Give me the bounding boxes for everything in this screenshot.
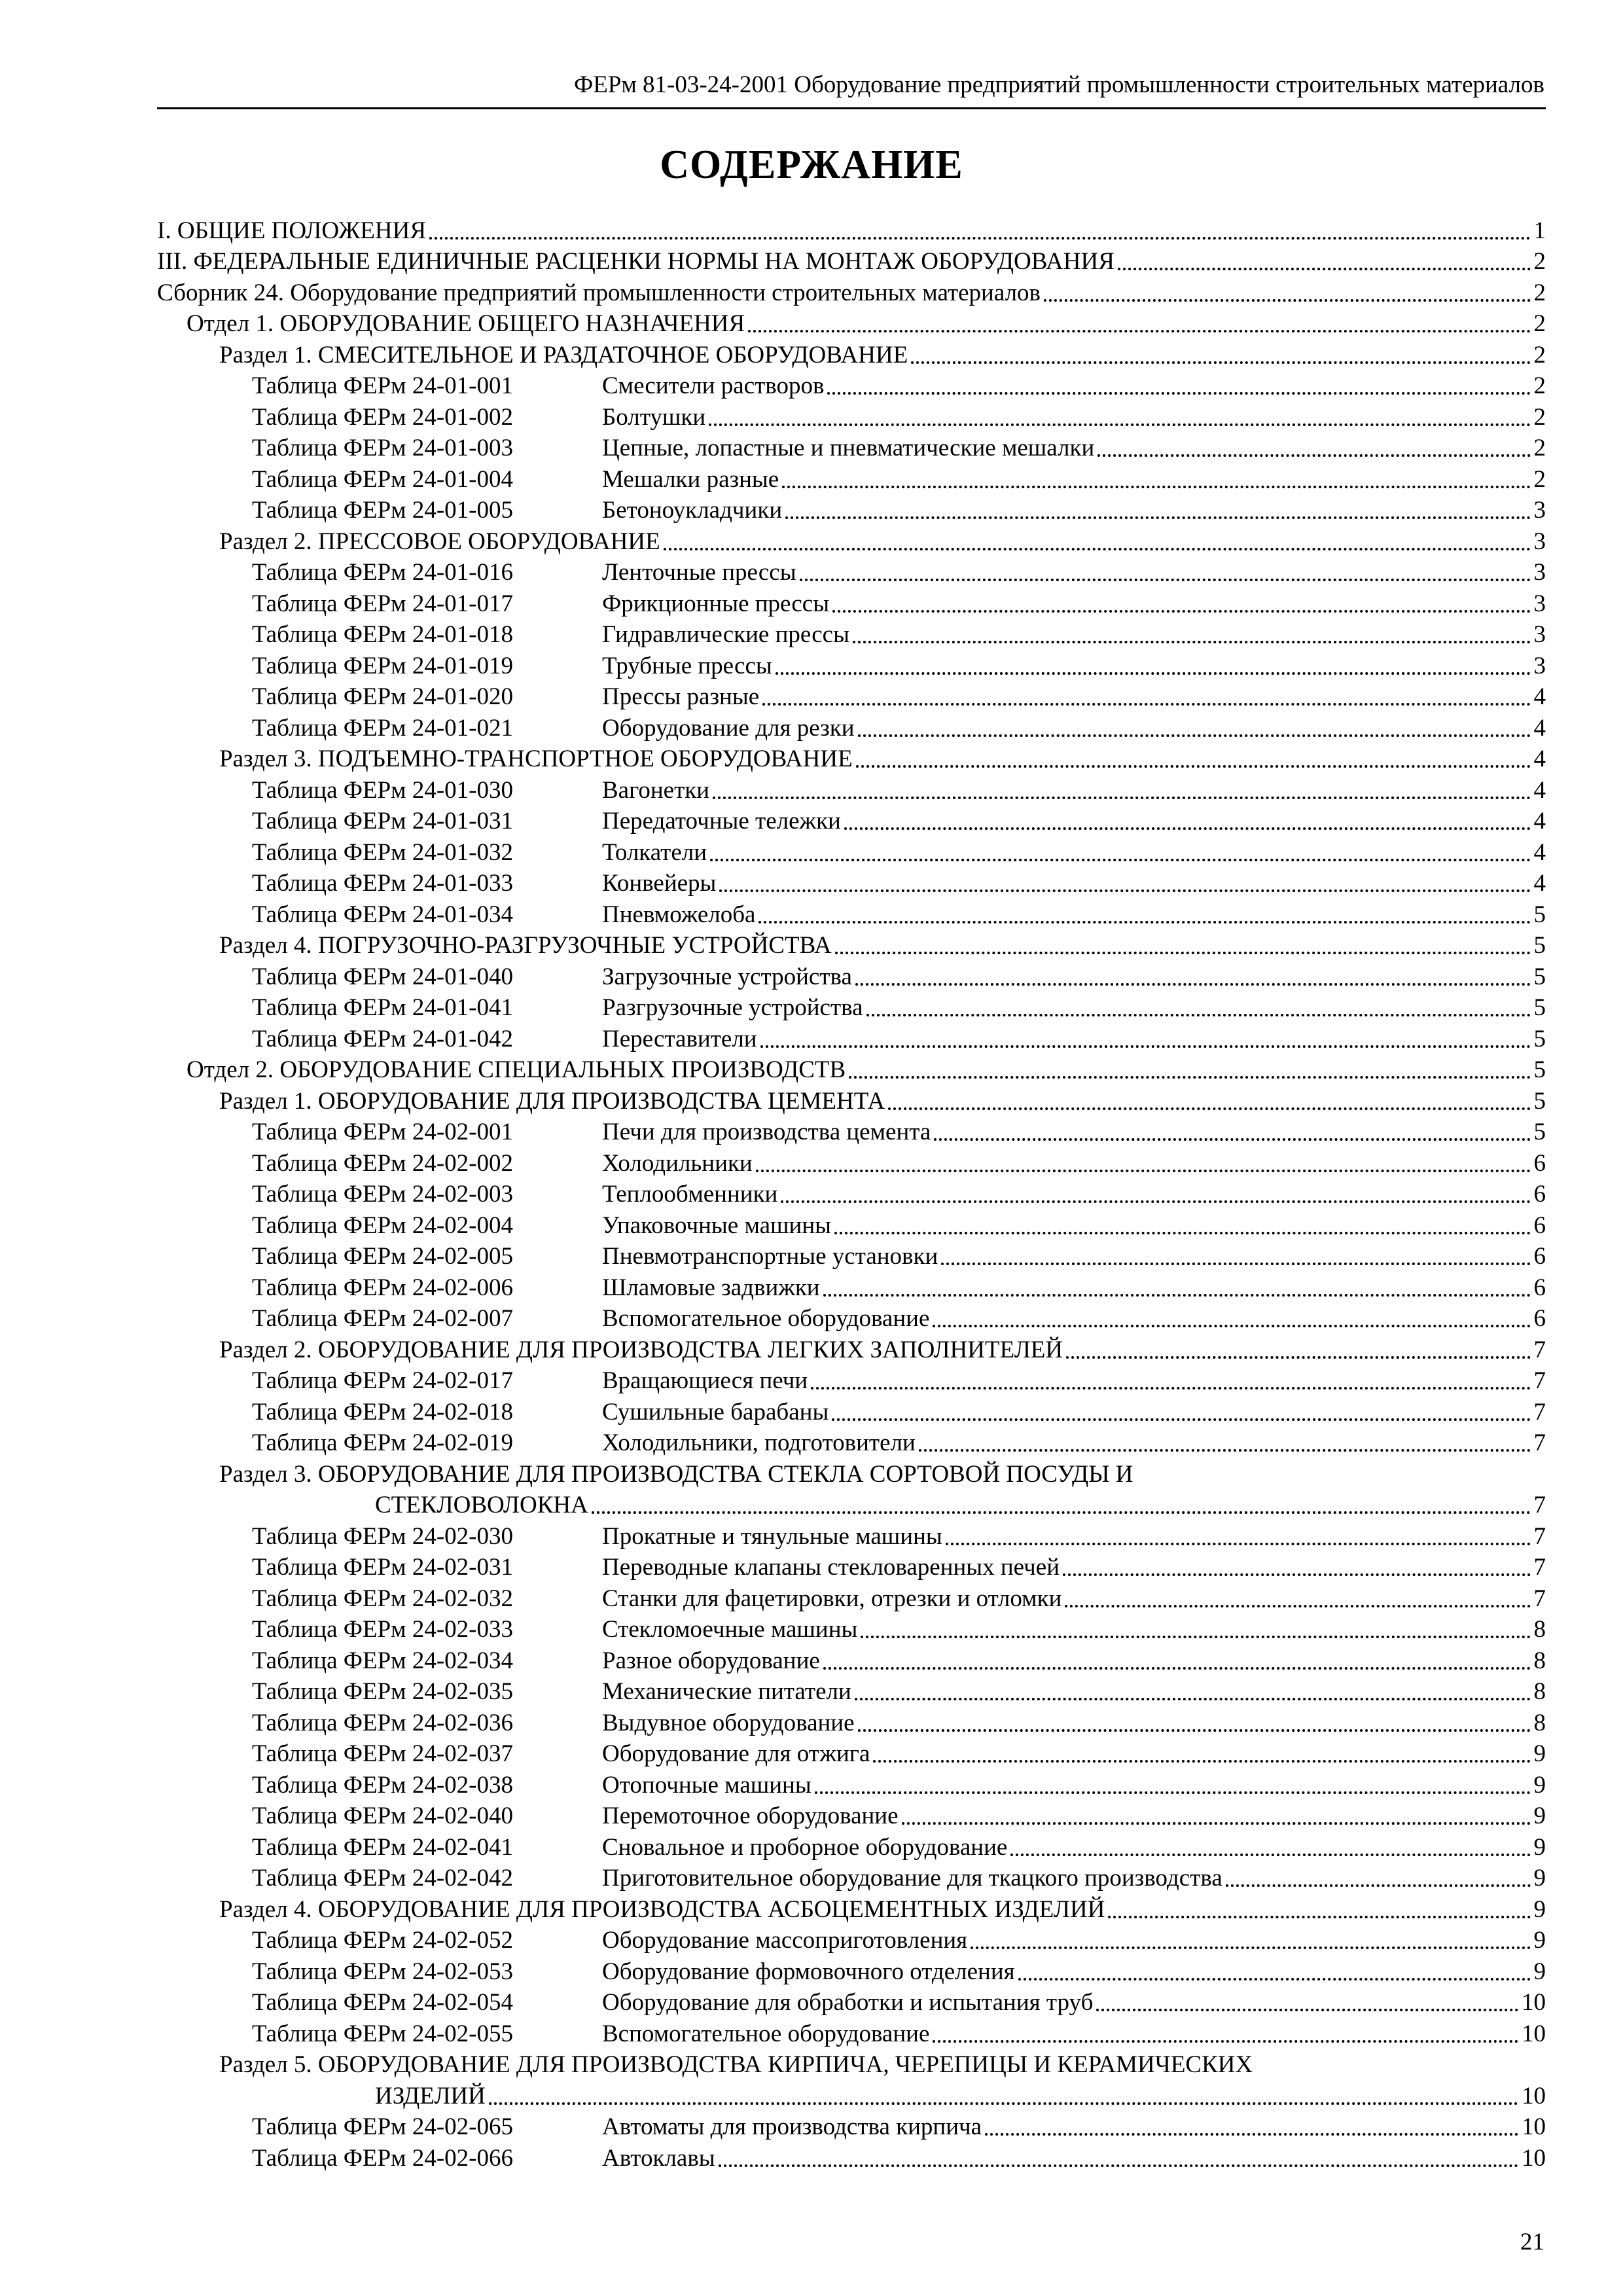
toc-entry-page: 7 [1533,1585,1546,1612]
toc-entry-code: Таблица ФЕРм 24-02-031 [252,1554,513,1581]
toc-entry-code: Таблица ФЕРм 24-02-033 [252,1616,513,1643]
toc-entry[interactable] [252,1738,1546,1770]
toc-entry-code: Таблица ФЕРм 24-01-005 [252,497,513,524]
toc-entry[interactable] [252,1210,1546,1241]
toc-entry-page: 4 [1533,808,1546,834]
toc-entry-title: Выдувное оборудование [602,1709,855,1736]
dot-leader [1063,1573,1530,1576]
toc-entry-page: 3 [1533,621,1546,648]
dot-leader [1044,299,1530,302]
toc-entry-title: Передаточные тележки [602,808,841,834]
toc-entry[interactable] [252,2142,1546,2174]
dot-leader [827,392,1530,395]
toc-entry-code: Таблица ФЕРм 24-02-037 [252,1740,513,1767]
toc-entry-code: Таблица ФЕРм 24-02-030 [252,1522,513,1550]
toc-entry-page: 5 [1533,994,1546,1021]
dot-leader [888,1107,1530,1110]
toc-entry[interactable] [252,806,1546,837]
toc-entry[interactable] [252,1645,1546,1676]
dot-leader [934,1138,1530,1141]
dot-leader [782,486,1530,488]
toc-entry-page: 5 [1533,1087,1546,1115]
dot-leader [489,2102,1518,2105]
toc-entry-code: Таблица ФЕРм 24-01-041 [252,994,513,1021]
toc-entry-title: Бетоноукладчики [602,497,783,524]
toc-entry-title: Вагонетки [602,776,710,804]
toc-entry-title: Раздел 3. ОБОРУДОВАНИЕ ДЛЯ ПРОИЗВОДСТВА СТЕКЛА СОРТОВОЙ ПОСУДЫ И [219,1460,1133,1488]
toc-entry-title: Шламовые задвижки [602,1274,820,1301]
toc-entry[interactable] [252,1520,1546,1552]
toc-entry-title: Переводные клапаны стекловаренных печей [602,1554,1060,1581]
toc-entry-page: 7 [1533,1367,1546,1394]
toc-entry-code: Таблица ФЕРм 24-01-019 [252,652,513,679]
toc-entry[interactable] [252,1147,1546,1179]
toc-entry-title: Цепные, лопастные и пневматические мешалки [602,435,1095,461]
toc-entry-code: Таблица ФЕРм 24-01-016 [252,559,513,586]
toc-entry-title: ИЗДЕЛИЙ [375,2082,486,2109]
dot-leader [1108,1916,1530,1918]
toc-entry-code: Таблица ФЕРм 24-02-032 [252,1585,513,1612]
toc-entry-page: 9 [1533,1771,1546,1799]
toc-entry-title: Раздел 4. ПОГРУЗОЧНО-РАЗГРУЗОЧНЫЕ УСТРОЙСТВА [219,932,832,959]
toc-entry[interactable] [252,433,1546,464]
toc-entry-title: Сновальное и проборное оборудование [602,1833,1008,1861]
toc-entry-code: Таблица ФЕРм 24-02-002 [252,1149,513,1177]
toc-entry[interactable] [157,246,1546,278]
toc-entry-code: Таблица ФЕРм 24-02-003 [252,1181,513,1208]
toc-entry[interactable] [219,1458,1546,1490]
dot-leader [811,1387,1530,1390]
dot-leader [832,610,1530,613]
toc-entry-page: 7 [1533,1492,1546,1518]
toc-entry[interactable] [252,1396,1546,1427]
dot-leader [855,983,1531,986]
toc-entry-title: Вращающиеся печи [602,1367,808,1394]
dot-leader [823,1667,1531,1670]
toc-entry-code: Таблица ФЕРм 24-01-032 [252,838,513,866]
toc-entry-title: Пневможелоба [602,901,756,928]
toc-entry[interactable] [219,339,1546,370]
toc-entry-page: 2 [1533,248,1546,275]
toc-entry-page: 2 [1533,435,1546,461]
toc-entry-title: Фрикционные прессы [602,590,830,617]
toc-entry-title: Прессы разные [602,683,760,710]
toc-entry-title: Оборудование массоприготовления [602,1927,968,1954]
toc-entry-code: Таблица ФЕРм 24-01-034 [252,901,513,928]
toc-entry-code: Таблица ФЕРм 24-02-040 [252,1803,513,1829]
toc-entry[interactable] [252,1987,1546,2018]
toc-entry-title: СТЕКЛОВОЛОКНА [375,1492,588,1518]
dot-leader [911,361,1530,364]
toc-entry-page: 10 [1522,2113,1546,2140]
toc-entry-page: 9 [1533,1865,1546,1892]
toc-entry-title: Оборудование для отжига [602,1740,870,1767]
toc-entry-code: Таблица ФЕРм 24-02-038 [252,1771,513,1799]
toc-entry-page: 3 [1533,652,1546,679]
toc-entry-title: Холодильники [602,1149,753,1177]
toc-entry-page: 4 [1533,776,1546,804]
toc-entry[interactable] [157,215,1546,246]
dot-leader [823,1294,1531,1297]
dot-leader [710,859,1530,861]
toc-entry[interactable] [252,1676,1546,1708]
dot-leader [971,1946,1530,1949]
toc-entry[interactable] [219,1334,1546,1365]
toc-entry[interactable] [252,2111,1546,2143]
dot-leader [985,2133,1518,2136]
toc-entry-code: Таблица ФЕРм 24-02-005 [252,1243,513,1270]
toc-entry[interactable] [252,650,1546,681]
toc-entry-title: Стекломоечные машины [602,1616,858,1643]
dot-leader [933,1325,1530,1327]
toc-entry[interactable] [252,370,1546,402]
toc-entry[interactable] [252,1179,1546,1210]
dot-leader [762,703,1530,706]
toc-entry-title: Загрузочные устройства [602,963,852,990]
toc-entry-code: Таблица ФЕРм 24-02-004 [252,1211,513,1239]
toc-entry-code: Таблица ФЕРм 24-01-003 [252,435,513,461]
toc-entry-title: Станки для фацетировки, отрезки и отломки [602,1585,1062,1612]
toc-entry-page: 9 [1533,1833,1546,1861]
toc-entry-title: Оборудование формовочного отделения [602,1958,1015,1985]
toc-entry-page: 6 [1533,1211,1546,1239]
toc-entry-code: Таблица ФЕРм 24-01-018 [252,621,513,648]
toc-entry-title: Гидравлические прессы [602,621,849,648]
toc-entry-page: 2 [1533,465,1546,493]
running-header: ФЕРм 81-03-24-2001 Оборудование предприятий промышленности строительных материалов [573,71,1544,98]
toc-entry-page: 5 [1533,901,1546,928]
toc-entry-page: 10 [1522,2082,1546,2109]
toc-entry[interactable] [252,1583,1546,1614]
dot-leader [866,1014,1531,1016]
toc-entry-code: Таблица ФЕРм 24-01-033 [252,870,513,897]
toc-entry[interactable] [252,961,1546,992]
toc-entry-page: 3 [1533,559,1546,586]
toc-entry-page: 9 [1533,1927,1546,1954]
dot-leader [832,1418,1530,1421]
toc-entry[interactable] [252,2018,1546,2049]
toc-entry-title: Раздел 4. ОБОРУДОВАНИЕ ДЛЯ ПРОИЗВОДСТВА АСБОЦЕМЕНТНЫХ ИЗДЕЛИЙ [219,1895,1105,1923]
toc-entry[interactable] [252,1023,1546,1054]
toc-entry[interactable] [252,401,1546,433]
toc-entry-page: 9 [1533,1958,1546,1985]
dot-leader [709,423,1530,426]
toc-entry-code: Таблица ФЕРм 24-01-031 [252,808,513,834]
dot-leader [919,1449,1531,1452]
toc-entry-page: 2 [1533,279,1546,306]
toc-entry[interactable] [252,836,1546,868]
toc-entry-code: Таблица ФЕРм 24-01-021 [252,714,513,742]
toc-entry-code: Таблица ФЕРм 24-02-042 [252,1865,513,1892]
toc-entry-page: 7 [1533,1429,1546,1456]
dot-leader [719,2164,1518,2167]
dot-leader [834,1232,1530,1234]
toc-entry-page: 5 [1533,1119,1546,1145]
toc-entry-page: 9 [1533,1740,1546,1767]
toc-entry-page: 5 [1533,932,1546,959]
toc-entry[interactable] [375,2080,1546,2111]
toc-entry-code: Таблица ФЕРм 24-01-001 [252,372,513,399]
toc-entry-title: Вспомогательное оборудование [602,2020,930,2047]
dot-leader [941,1263,1530,1265]
toc-entry[interactable] [219,1893,1546,1925]
toc-entry-code: Таблица ФЕРм 24-01-002 [252,403,513,431]
toc-entry-code: Таблица ФЕРм 24-01-004 [252,465,513,493]
toc-entry-title: Мешалки разные [602,465,779,493]
toc-entry[interactable] [252,1863,1546,1894]
toc-entry[interactable] [252,1801,1546,1832]
toc-entry-code: Таблица ФЕРм 24-02-036 [252,1709,513,1736]
toc-entry-title: Отдел 2. ОБОРУДОВАНИЕ СПЕЦИАЛЬНЫХ ПРОИЗВОДСТВ [187,1056,846,1083]
toc-entry-page: 4 [1533,714,1546,742]
dot-leader [856,765,1531,768]
toc-entry-title: Сушильные барабаны [602,1398,829,1426]
toc-entry-page: 2 [1533,341,1546,368]
toc-entry-page: 6 [1533,1243,1546,1270]
dot-leader [429,237,1530,240]
toc-entry-page: 4 [1533,838,1546,866]
toc-entry[interactable] [252,774,1546,806]
toc-entry-page: 2 [1533,310,1546,337]
toc-entry[interactable] [252,1117,1546,1148]
toc-entry-title: Ленточные прессы [602,559,796,586]
toc-entry-page: 5 [1533,1056,1546,1083]
dot-leader [1065,1605,1530,1607]
toc-entry-code: Таблица ФЕРм 24-01-040 [252,963,513,990]
toc-entry-page: 6 [1533,1305,1546,1332]
toc-entry-page: 2 [1533,403,1546,431]
toc-entry-page: 7 [1533,1554,1546,1581]
dot-leader [713,797,1530,799]
toc-entry[interactable] [157,277,1546,308]
dot-leader [844,827,1531,830]
toc-entry-title: Упаковочные машины [602,1211,832,1239]
toc-entry-title: Переставители [602,1025,757,1052]
toc-entry-title: Раздел 1. СМЕСИТЕЛЬНОЕ И РАЗДАТОЧНОЕ ОБОРУДОВАНИЕ [219,341,908,368]
toc-entry-title: Разное оборудование [602,1647,820,1674]
toc-entry-page: 5 [1533,963,1546,990]
toc-entry-page: 10 [1522,2020,1546,2047]
toc-entry-code: Таблица ФЕРм 24-02-055 [252,2020,513,2047]
dot-leader [855,1698,1531,1700]
toc-entry[interactable] [252,588,1546,619]
toc-entry-code: Таблица ФЕРм 24-02-053 [252,1958,513,1985]
toc-entry-title: Сборник 24. Оборудование предприятий промышленности строительных материалов [157,279,1041,306]
toc-entry[interactable] [187,308,1546,340]
toc-entry-page: 1 [1533,217,1546,244]
toc-entry-title: Холодильники, подготовители [602,1429,916,1456]
toc-entry[interactable] [252,868,1546,899]
toc-entry-title: Приготовительное оборудование для ткацкого производства [602,1865,1222,1892]
toc-entry-code: Таблица ФЕРм 24-01-030 [252,776,513,804]
dot-leader [873,1760,1530,1763]
toc-entry-code: Таблица ФЕРм 24-02-065 [252,2113,513,2140]
toc-entry[interactable] [252,1241,1546,1272]
toc-entry-page: 4 [1533,870,1546,897]
toc-entry[interactable] [219,526,1546,557]
toc-entry-code: Таблица ФЕРм 24-02-019 [252,1429,513,1456]
toc-entry-title: Оборудование для резки [602,714,855,742]
toc-entry-title: Механические питатели [602,1678,851,1705]
toc-entry-title: Раздел 2. ПРЕССОВОЕ ОБОРУДОВАНИЕ [219,528,660,555]
toc-entry-code: Таблица ФЕРм 24-02-035 [252,1678,513,1705]
toc-entry[interactable] [219,2049,1546,2081]
toc-entry-title: Толкатели [602,838,707,866]
toc-entry-code: Таблица ФЕРм 24-01-042 [252,1025,513,1052]
toc-entry-code: Таблица ФЕРм 24-02-001 [252,1119,513,1145]
toc-entry-title: Автоматы для производства кирпича [602,2113,982,2140]
toc-entry[interactable] [219,1085,1546,1117]
toc-entry-title: Перемоточное оборудование [602,1803,899,1829]
dot-leader [1226,1884,1531,1887]
toc-entry-title: Пневмотранспортные установки [602,1243,938,1270]
dot-leader [1066,1356,1530,1359]
toc-entry[interactable] [252,1272,1546,1303]
dot-leader [1018,1978,1531,1981]
toc-entry-page: 8 [1533,1616,1546,1643]
toc-entry[interactable] [252,1427,1546,1459]
toc-entry-title: Автоклавы [602,2144,715,2172]
toc-entry-page: 3 [1533,497,1546,524]
toc-entry[interactable] [252,1707,1546,1738]
toc-entry-page: 5 [1533,1025,1546,1052]
dot-leader [858,1729,1531,1732]
toc-entry-page: 10 [1522,2144,1546,2172]
dot-leader [592,1511,1531,1514]
toc-entry-title: Отдел 1. ОБОРУДОВАНИЕ ОБЩЕГО НАЗНАЧЕНИЯ [187,310,745,337]
dot-leader [946,1543,1531,1545]
toc-entry-title: III. ФЕДЕРАЛЬНЫЕ ЕДИНИЧНЫЕ РАСЦЕНКИ НОРМЫ НА МОНТАЖ ОБОРУДОВАНИЯ [157,248,1115,275]
toc-entry-title: Раздел 5. ОБОРУДОВАНИЕ ДЛЯ ПРОИЗВОДСТВА КИРПИЧА, ЧЕРЕПИЦЫ И КЕРАМИЧЕСКИХ [219,2051,1253,2078]
dot-leader [853,641,1531,643]
dot-leader [776,672,1531,675]
toc-entry-page: 10 [1522,1989,1546,2016]
toc-entry-title: Оборудование для обработки и испытания труб [602,1989,1094,2016]
toc-entry-page: 8 [1533,1647,1546,1674]
toc-entry-page: 3 [1533,528,1546,555]
toc-entry[interactable] [252,1552,1546,1583]
dot-leader [858,734,1531,737]
toc-entry[interactable] [219,744,1546,775]
dot-leader [815,1791,1531,1794]
toc-entry[interactable] [252,1925,1546,1956]
dot-leader [1096,2009,1518,2011]
dot-leader [756,1170,1531,1172]
toc-entry-title: Смесители растворов [602,372,825,399]
toc-entry-code: Таблица ФЕРм 24-02-006 [252,1274,513,1301]
dot-leader [664,548,1531,550]
dot-leader [1118,268,1531,270]
toc-entry-code: Таблица ФЕРм 24-02-017 [252,1367,513,1394]
toc-entry-code: Таблица ФЕРм 24-02-041 [252,1833,513,1861]
toc-entry[interactable] [252,619,1546,651]
toc-entry-title: Печи для производства цемента [602,1119,931,1145]
dot-leader [902,1822,1531,1825]
toc-entry-page: 8 [1533,1709,1546,1736]
toc-entry-code: Таблица ФЕРм 24-02-066 [252,2144,513,2172]
dot-leader [1097,454,1530,457]
toc-entry-code: Таблица ФЕРм 24-01-020 [252,683,513,710]
toc-entry-page: 8 [1533,1678,1546,1705]
toc-entry-code: Таблица ФЕРм 24-02-054 [252,1989,513,2016]
toc-entry-page: 9 [1533,1895,1546,1923]
toc-entry-page: 4 [1533,683,1546,710]
toc-entry-title: Раздел 2. ОБОРУДОВАНИЕ ДЛЯ ПРОИЗВОДСТВА ЛЕГКИХ ЗАПОЛНИТЕЛЕЙ [219,1336,1063,1363]
toc-entry[interactable] [252,1614,1546,1645]
toc-entry-title: Болтушки [602,403,706,431]
toc-entry-page: 2 [1533,372,1546,399]
toc-entry-title: Трубные прессы [602,652,772,679]
page-number: 21 [1520,2229,1544,2255]
toc-entry[interactable] [252,1303,1546,1335]
toc-entry-page: 6 [1533,1181,1546,1208]
toc-entry-page: 7 [1533,1336,1546,1363]
toc-entry[interactable] [252,1831,1546,1863]
toc-entry[interactable] [252,495,1546,526]
toc-entry-title: Теплообменники [602,1181,778,1208]
toc-entry-page: 7 [1533,1398,1546,1426]
toc-entry[interactable] [252,992,1546,1024]
toc-entry-page: 9 [1533,1803,1546,1829]
toc-entry-page: 4 [1533,745,1546,772]
toc-entry[interactable] [252,463,1546,495]
toc-entry[interactable] [219,930,1546,961]
toc-entry-title: Раздел 3. ПОДЪЕМНО-ТРАНСПОРТНОЕ ОБОРУДОВАНИЕ [219,745,853,772]
toc-entry[interactable] [252,1365,1546,1397]
toc-entry[interactable] [252,899,1546,930]
toc-entry[interactable] [252,557,1546,588]
dot-leader [835,952,1531,954]
toc-entry-title: I. ОБЩИЕ ПОЛОЖЕНИЯ [157,217,427,244]
toc-entry-title: Отопочные машины [602,1771,812,1799]
toc-entry-page: 3 [1533,590,1546,617]
page-title: СОДЕРЖАНИЕ [660,143,963,187]
toc-entry[interactable] [252,1769,1546,1801]
dot-leader [781,1200,1530,1203]
dot-leader [1010,1854,1530,1856]
toc-entry-title: Раздел 1. ОБОРУДОВАНИЕ ДЛЯ ПРОИЗВОДСТВА ЦЕМЕНТА [219,1087,885,1115]
dot-leader [719,889,1530,892]
dot-leader [785,516,1530,519]
toc-entry-title: Прокатные и тянульные машины [602,1522,942,1550]
toc-entry-title: Конвейеры [602,870,717,897]
dot-leader [861,1636,1530,1638]
toc-entry[interactable] [375,1490,1546,1521]
toc-entry[interactable] [252,681,1546,713]
toc-entry[interactable] [187,1054,1546,1086]
toc-entry-code: Таблица ФЕРм 24-01-017 [252,590,513,617]
toc-entry[interactable] [252,712,1546,744]
header-rule [157,107,1546,109]
toc-entry-page: 6 [1533,1149,1546,1177]
toc-entry-title: Разгрузочные устройства [602,994,863,1021]
toc-entry-page: 6 [1533,1274,1546,1301]
dot-leader [758,921,1530,924]
dot-leader [748,330,1530,332]
toc-entry[interactable] [252,1956,1546,1987]
dot-leader [760,1045,1531,1048]
dot-leader [800,579,1531,581]
toc-entry-title: Вспомогательное оборудование [602,1305,930,1332]
toc-entry-page: 7 [1533,1522,1546,1550]
toc-entry-code: Таблица ФЕРм 24-02-018 [252,1398,513,1426]
dot-leader [849,1076,1530,1079]
toc-entry-code: Таблица ФЕРм 24-02-034 [252,1647,513,1674]
toc-entry-code: Таблица ФЕРм 24-02-007 [252,1305,513,1332]
dot-leader [933,2040,1518,2043]
toc-entry-code: Таблица ФЕРм 24-02-052 [252,1927,513,1954]
